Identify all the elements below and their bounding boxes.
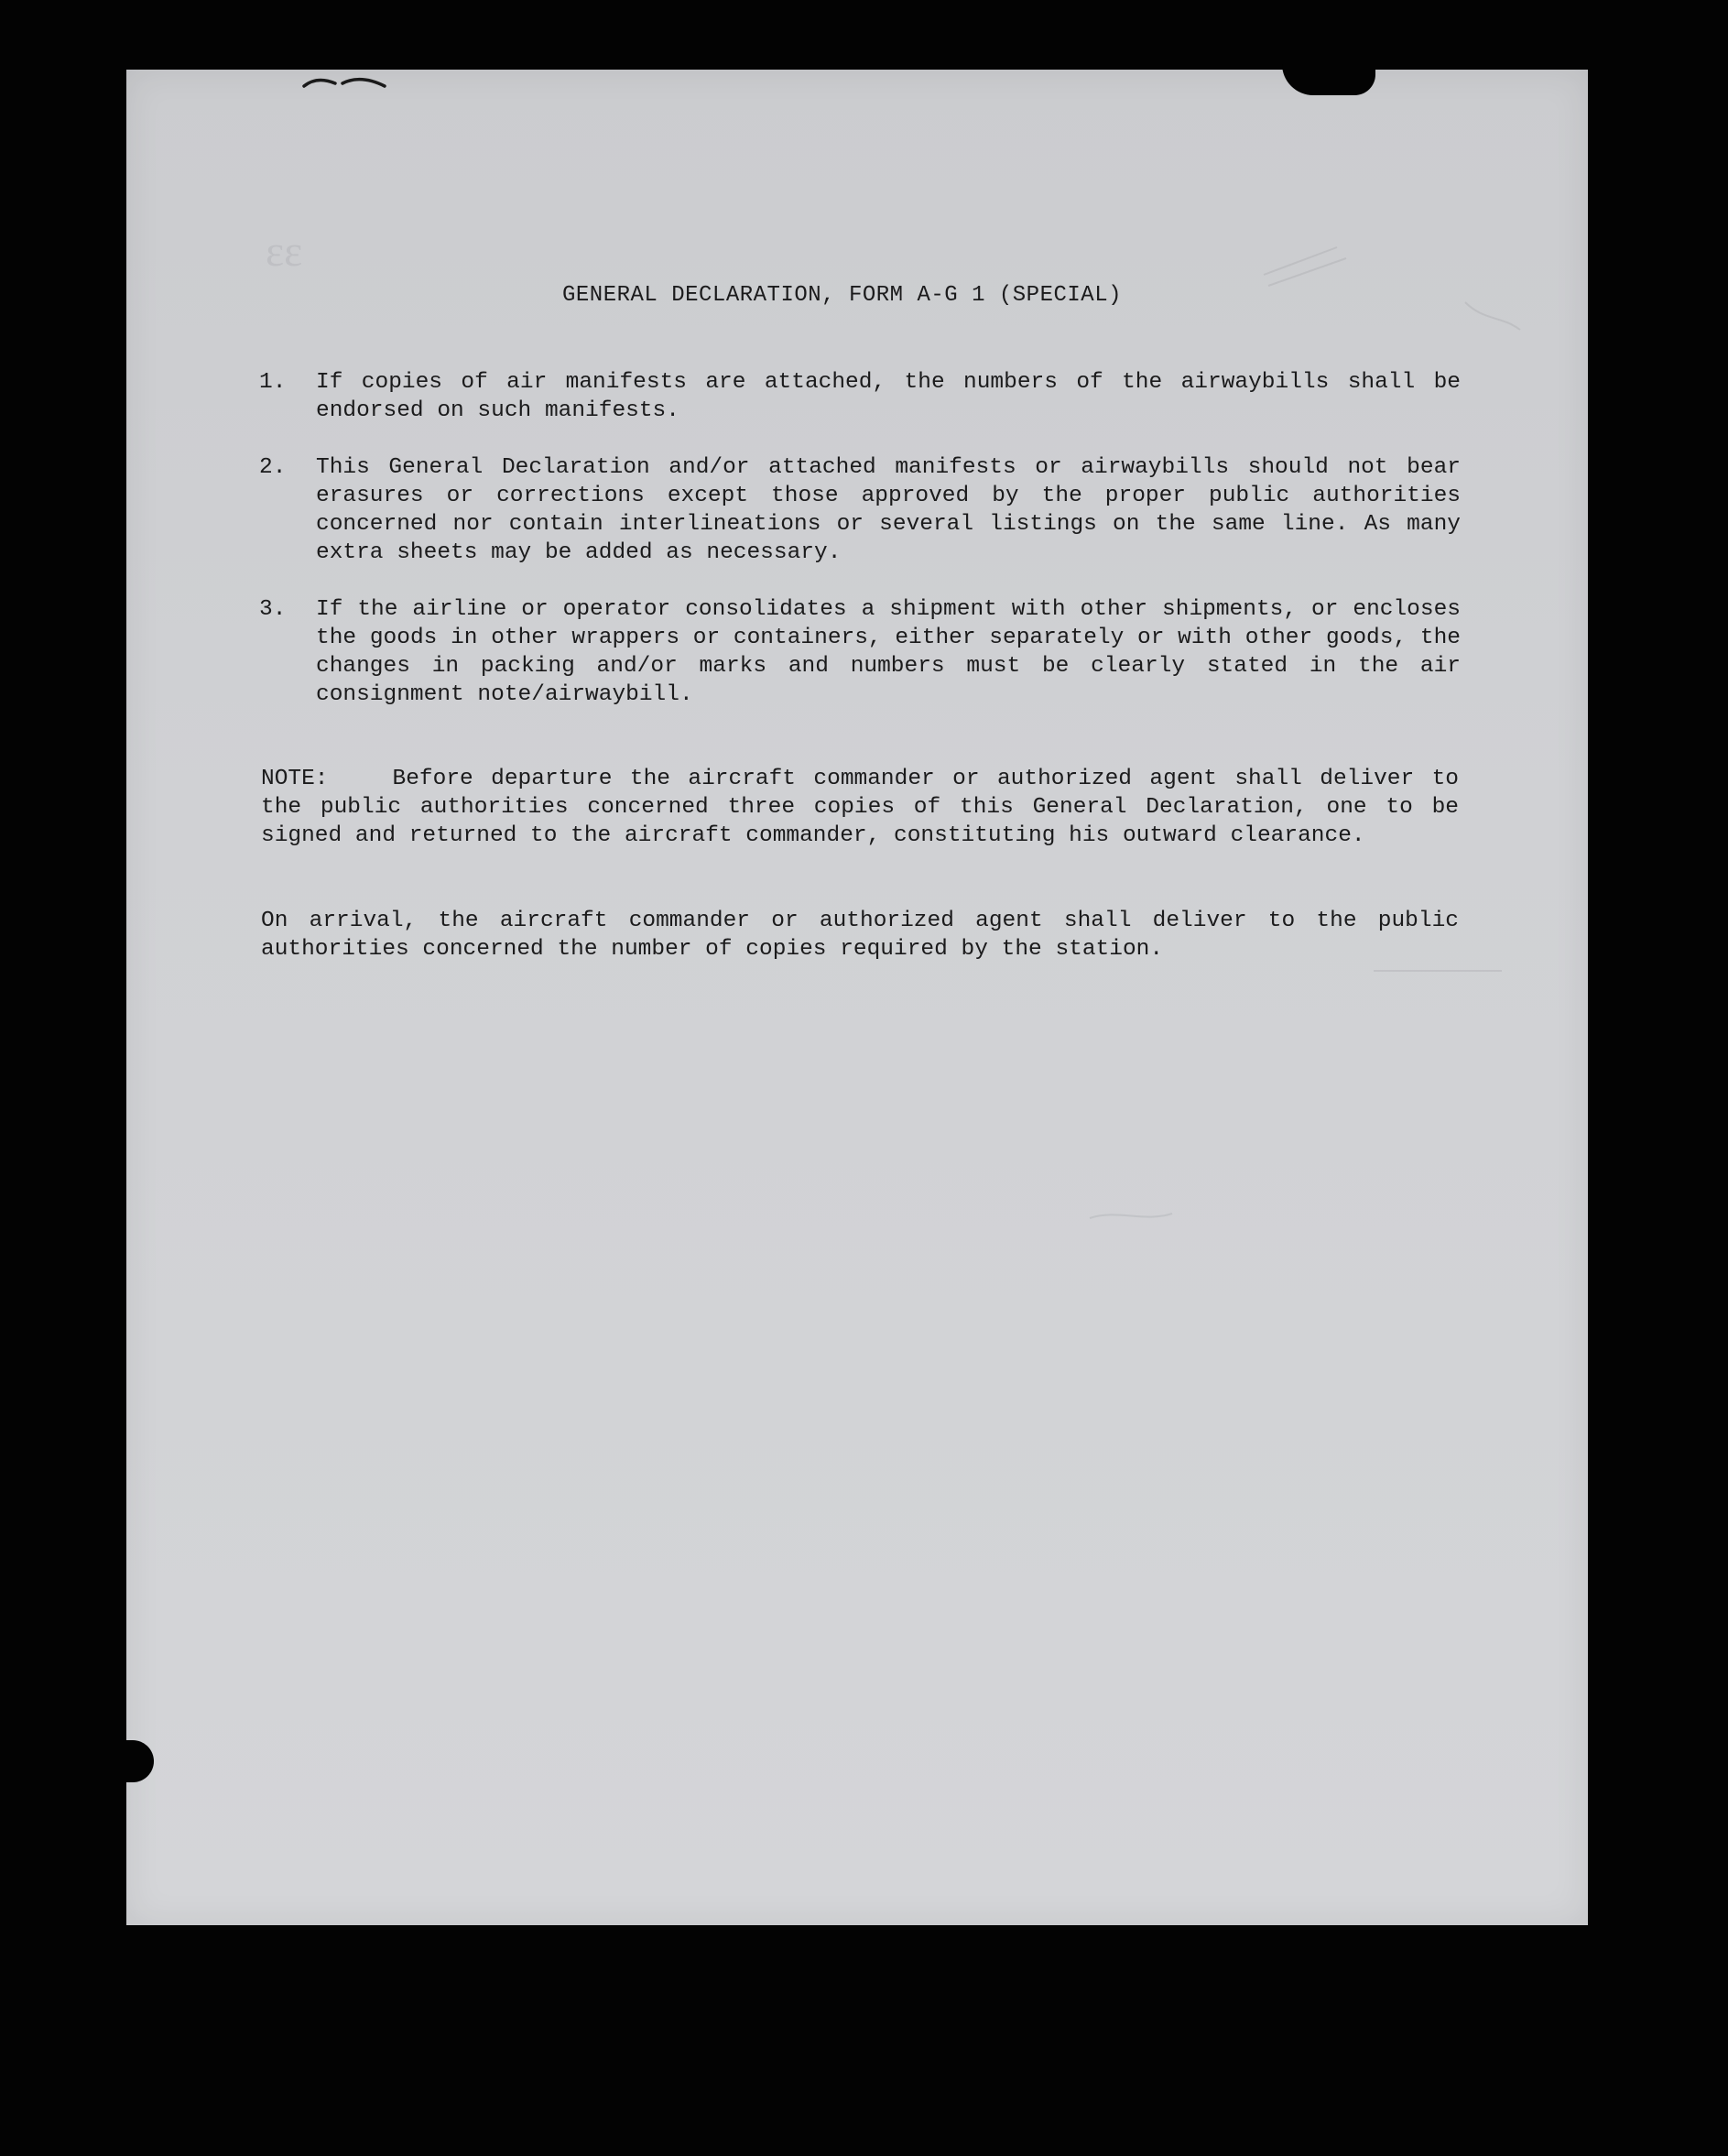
item-number: 3. xyxy=(259,597,287,622)
item-text: This General Declaration and/or attached manifests or airwaybills should not bear erasures or corrections except those approved by the proper public authorities concerned nor contain interlineations or several listings on the same line. As many extra sheets may be added as necessary. xyxy=(316,455,1461,565)
item-text: If copies of air manifests are attached, the numbers of the airwaybills shall be endorsed on such manifests. xyxy=(316,370,1461,423)
arrival-paragraph xyxy=(261,907,1459,964)
item-number: 1. xyxy=(259,370,287,395)
arrival-text: On arrival, the aircraft commander or authorized agent shall deliver to the public authorities concerned the number of copies required by the station. xyxy=(261,909,1459,962)
note-text: Before departure the aircraft commander or authorized agent shall deliver to the public authorities concerned three copies of this General Declaration, one to be signed and returned to the aircraft commander, constituting his outward clearance. xyxy=(261,767,1459,848)
note-paragraph xyxy=(261,765,1459,850)
item-text: If the airline or operator consolidates a shipment with other shipments, or encloses the goods in other wrappers or containers, either separately or with other goods, the changes in packing and/or marks and numbers must be clearly stated in the air consignment note/airwaybill. xyxy=(316,597,1461,707)
note-label: NOTE: xyxy=(261,767,329,791)
page-title: GENERAL DECLARATION, FORM A-G 1 (SPECIAL) xyxy=(562,283,1122,308)
item-number: 2. xyxy=(259,455,287,480)
